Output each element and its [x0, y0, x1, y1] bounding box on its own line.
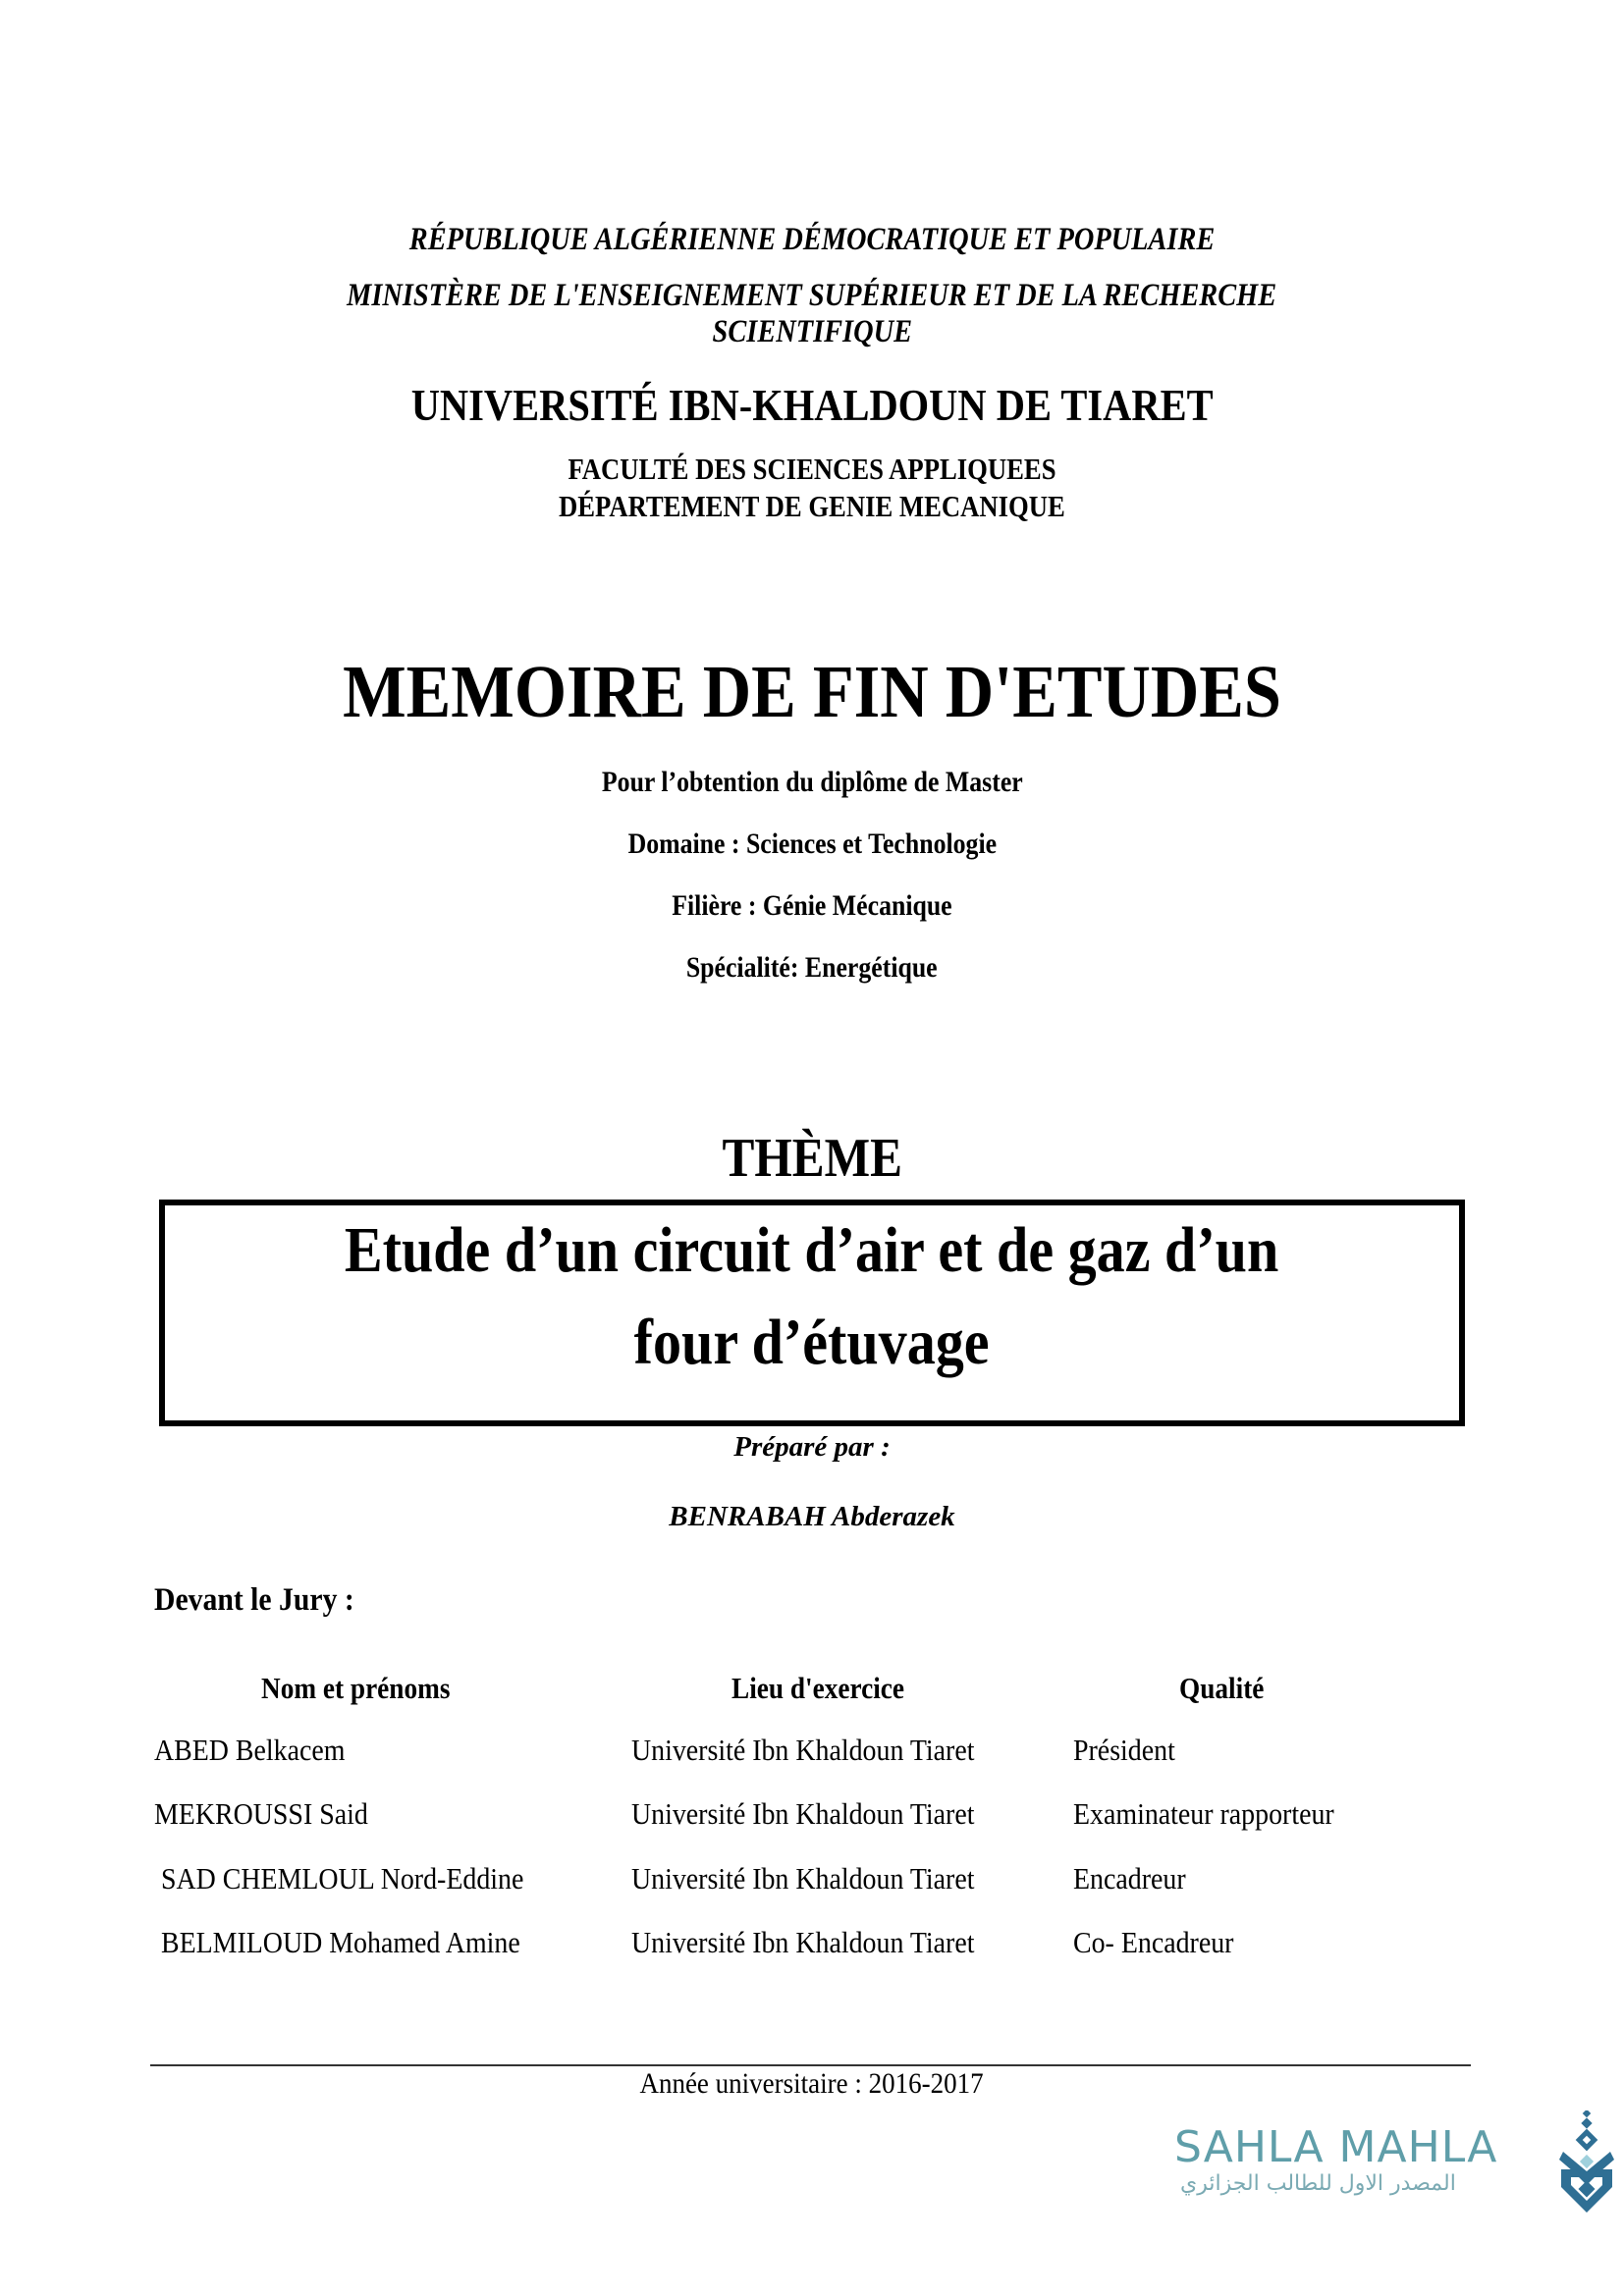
- jury-member-name: MEKROUSSI Said: [154, 1796, 368, 1831]
- jury-member-name: ABED Belkacem: [154, 1733, 346, 1767]
- jury-member-role: Examinateur rapporteur: [1073, 1796, 1334, 1831]
- document-title: MEMOIRE DE FIN D'ETUDES: [343, 651, 1281, 733]
- jury-member-role: Encadreur: [1073, 1861, 1186, 1896]
- watermark-brand-text: SAHLA MAHLA: [1174, 2122, 1498, 2172]
- jury-member-name: BELMILOUD Mohamed Amine: [154, 1925, 520, 1959]
- column-header-role: Qualité: [1179, 1671, 1265, 1705]
- author-name: BENRABAH Abderazek: [669, 1501, 955, 1532]
- jury-title: Devant le Jury :: [154, 1582, 354, 1618]
- department-name: DÉPARTEMENT DE GENIE MECANIQUE: [559, 489, 1065, 523]
- theme-title-line1: Etude d’un circuit d’air et de gaz d’un: [345, 1214, 1279, 1286]
- column-header-place: Lieu d'exercice: [731, 1671, 905, 1705]
- jury-member-place: Université Ibn Khaldoun Tiaret: [631, 1733, 975, 1767]
- ministry-heading-line2: SCIENTIFIQUE: [712, 314, 912, 349]
- faculty-name: FACULTÉ DES SCIENCES APPLIQUEES: [568, 452, 1056, 486]
- jury-member-place: Université Ibn Khaldoun Tiaret: [631, 1925, 975, 1959]
- theme-box: [159, 1200, 1465, 1426]
- theme-label: THÈME: [722, 1128, 902, 1189]
- prepared-by-label: Préparé par :: [733, 1431, 891, 1463]
- jury-member-place: Université Ibn Khaldoun Tiaret: [631, 1796, 975, 1831]
- sahla-mahla-watermark: [1174, 2110, 1616, 2218]
- jury-member-role: Co- Encadreur: [1073, 1925, 1234, 1959]
- jury-member-place: Université Ibn Khaldoun Tiaret: [631, 1861, 975, 1896]
- university-name: UNIVERSITÉ IBN-KHALDOUN DE TIARET: [410, 380, 1214, 430]
- watermark-tagline: المصدر الاول للطالب الجزائري: [1180, 2171, 1456, 2196]
- ministry-heading-line1: MINISTÈRE DE L'ENSEIGNEMENT SUPÉRIEUR ET DE LA RECHERCHE: [347, 278, 1277, 313]
- column-header-name: Nom et prénoms: [261, 1671, 451, 1705]
- republic-heading: RÉPUBLIQUE ALGÉRIENNE DÉMOCRATIQUE ET POPULAIRE: [408, 222, 1216, 257]
- jury-member-role: Président: [1073, 1733, 1175, 1767]
- degree-purpose: Pour l’obtention du diplôme de Master: [601, 766, 1023, 798]
- filiere-line: Filière : Génie Mécanique: [672, 889, 952, 922]
- jury-member-name: SAD CHEMLOUL Nord-Eddine: [154, 1861, 524, 1896]
- theme-title-line2: four d’étuvage: [634, 1307, 990, 1378]
- footer-divider: [150, 2064, 1471, 2066]
- domain-line: Domaine : Sciences et Technologie: [627, 828, 997, 860]
- sahla-mahla-logo-icon: [1557, 2110, 1616, 2214]
- academic-year: Année universitaire : 2016-2017: [639, 2067, 985, 2100]
- specialite-line: Spécialité: Energétique: [686, 951, 938, 984]
